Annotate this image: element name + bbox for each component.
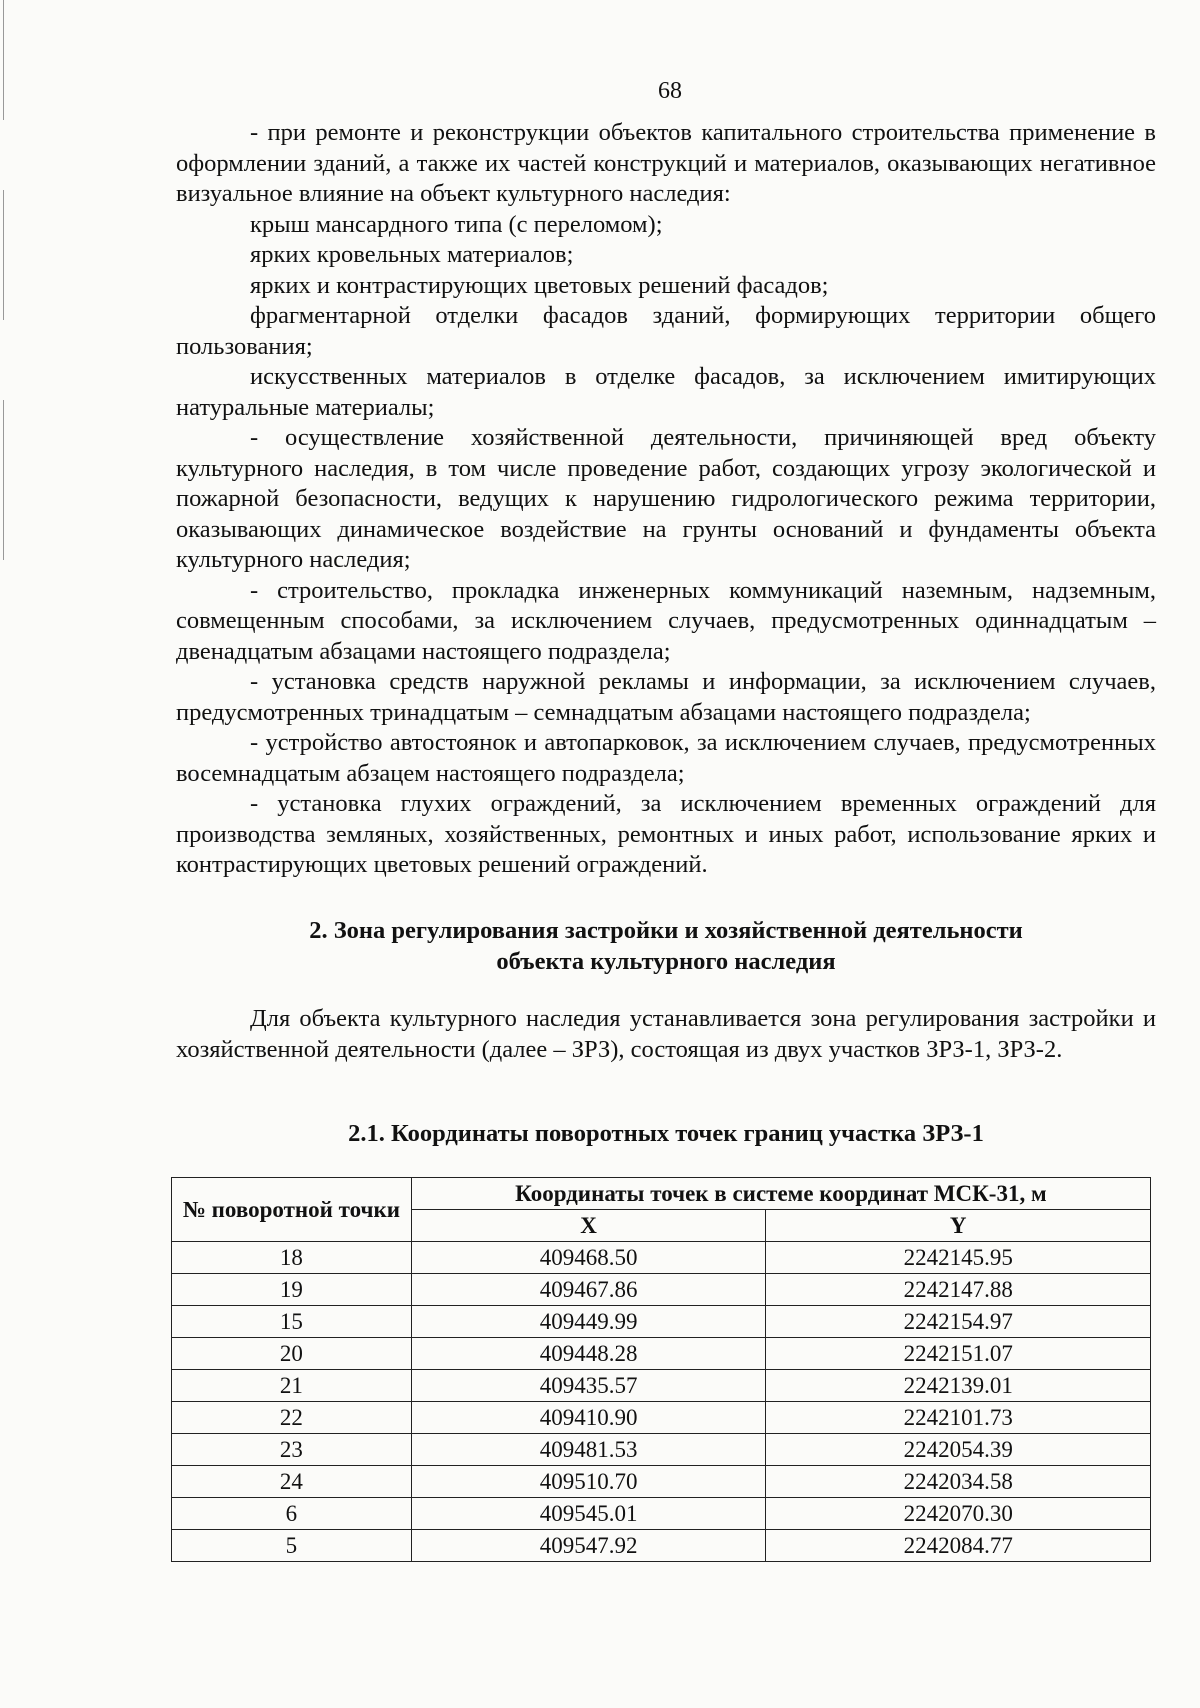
cell-x: 409547.92 [411,1530,766,1562]
table-row [172,1338,1151,1370]
header-y: Y [766,1210,1151,1242]
cell-x: 409435.57 [411,1370,766,1402]
table-row [172,1530,1151,1562]
paragraph: - устройство автостоянок и автопарковок, за исключением случаев, предусмотренных восемнадцатым абзацем настоящего подраздела; [176,729,1156,787]
header-coordinates: Координаты точек в системе координат МСК-31, м [411,1178,1150,1210]
cell-point-number: 20 [172,1338,412,1370]
body-text [176,118,1156,881]
table-row [172,1370,1151,1402]
cell-x: 409510.70 [411,1466,766,1498]
cell-x: 409468.50 [411,1242,766,1274]
paragraph: фрагментарной отделки фасадов зданий, формирующих территории общего пользования; [176,302,1156,360]
table-row [172,1466,1151,1498]
cell-y: 2242145.95 [766,1242,1151,1274]
coordinates-table [171,1177,1151,1562]
paragraph: Для объекта культурного наследия устанавливается зона регулирования застройки и хозяйственной деятельности (далее – ЗРЗ), состоящая из двух участков ЗРЗ-1, ЗРЗ-2. [176,1005,1156,1063]
scan-edge-line [3,400,4,560]
cell-y: 2242054.39 [766,1434,1151,1466]
table-row [172,1434,1151,1466]
table-row [172,1498,1151,1530]
table-row [172,1402,1151,1434]
cell-y: 2242034.58 [766,1466,1151,1498]
section-intro [176,1004,1156,1065]
page-number: 68 [658,78,682,104]
cell-point-number: 5 [172,1530,412,1562]
paragraph: крыш мансардного типа (с переломом); [250,210,663,238]
header-point-number: № поворотной точки [172,1178,412,1242]
paragraph: - при ремонте и реконструкции объектов капитального строительства применение в оформлении зданий, а также их частей конструкций и материалов, оказывающих негативное визуальное влияние на объект культурного наследия: [176,119,1156,207]
cell-point-number: 18 [172,1242,412,1274]
table-body [172,1242,1151,1562]
cell-point-number: 21 [172,1370,412,1402]
table-header-row [172,1178,1151,1210]
header-x: X [411,1210,766,1242]
cell-point-number: 23 [172,1434,412,1466]
table-row [172,1274,1151,1306]
section-heading-line: объекта культурного наследия [496,947,836,975]
cell-point-number: 19 [172,1274,412,1306]
cell-y: 2242151.07 [766,1338,1151,1370]
section-heading-line: 2. Зона регулирования застройки и хозяйственной деятельности [309,917,1023,944]
cell-point-number: 6 [172,1498,412,1530]
paragraph: - установка глухих ограждений, за исключением временных ограждений для производства земляных, хозяйственных, ремонтных и иных работ, использование ярких и контрастирующих цветовых решений ограждений. [176,790,1156,878]
cell-x: 409481.53 [411,1434,766,1466]
cell-y: 2242070.30 [766,1498,1151,1530]
paragraph: - осуществление хозяйственной деятельности, причиняющей вред объекту культурного наследия, в том числе проведение работ, создающих угрозу экологической и пожарной безопасности, ведущих к нарушению гидрологического режима территории, оказывающих динамическое воздействие на грунты оснований и фундаменты объекта культурного наследия; [176,424,1156,573]
cell-x: 409449.99 [411,1306,766,1338]
cell-x: 409467.86 [411,1274,766,1306]
paragraph: - строительство, прокладка инженерных коммуникаций наземным, надземным, совмещенным способами, за исключением случаев, предусмотренных одиннадцатым – двенадцатым абзацами настоящего подраздела; [176,576,1156,665]
cell-y: 2242147.88 [766,1274,1151,1306]
cell-x: 409448.28 [411,1338,766,1370]
cell-y: 2242154.97 [766,1306,1151,1338]
paragraph: ярких и контрастирующих цветовых решений фасадов; [250,271,829,299]
cell-point-number: 22 [172,1402,412,1434]
scan-edge-line [3,190,4,320]
paragraph: - установка средств наружной рекламы и информации, за исключением случаев, предусмотренных тринадцатым – семнадцатым абзацами настоящего подраздела; [176,668,1156,726]
table-row [172,1306,1151,1338]
cell-point-number: 15 [172,1306,412,1338]
cell-y: 2242139.01 [766,1370,1151,1402]
cell-y: 2242101.73 [766,1402,1151,1434]
paragraph: искусственных материалов в отделке фасадов, за исключением имитирующих натуральные материалы; [176,363,1156,421]
cell-point-number: 24 [172,1466,412,1498]
section-heading [176,916,1156,977]
cell-x: 409410.90 [411,1402,766,1434]
table-title: 2.1. Координаты поворотных точек границ участка ЗРЗ-1 [348,1120,984,1147]
cell-x: 409545.01 [411,1498,766,1530]
cell-y: 2242084.77 [766,1530,1151,1562]
table-row [172,1242,1151,1274]
paragraph: ярких кровельных материалов; [250,241,574,268]
